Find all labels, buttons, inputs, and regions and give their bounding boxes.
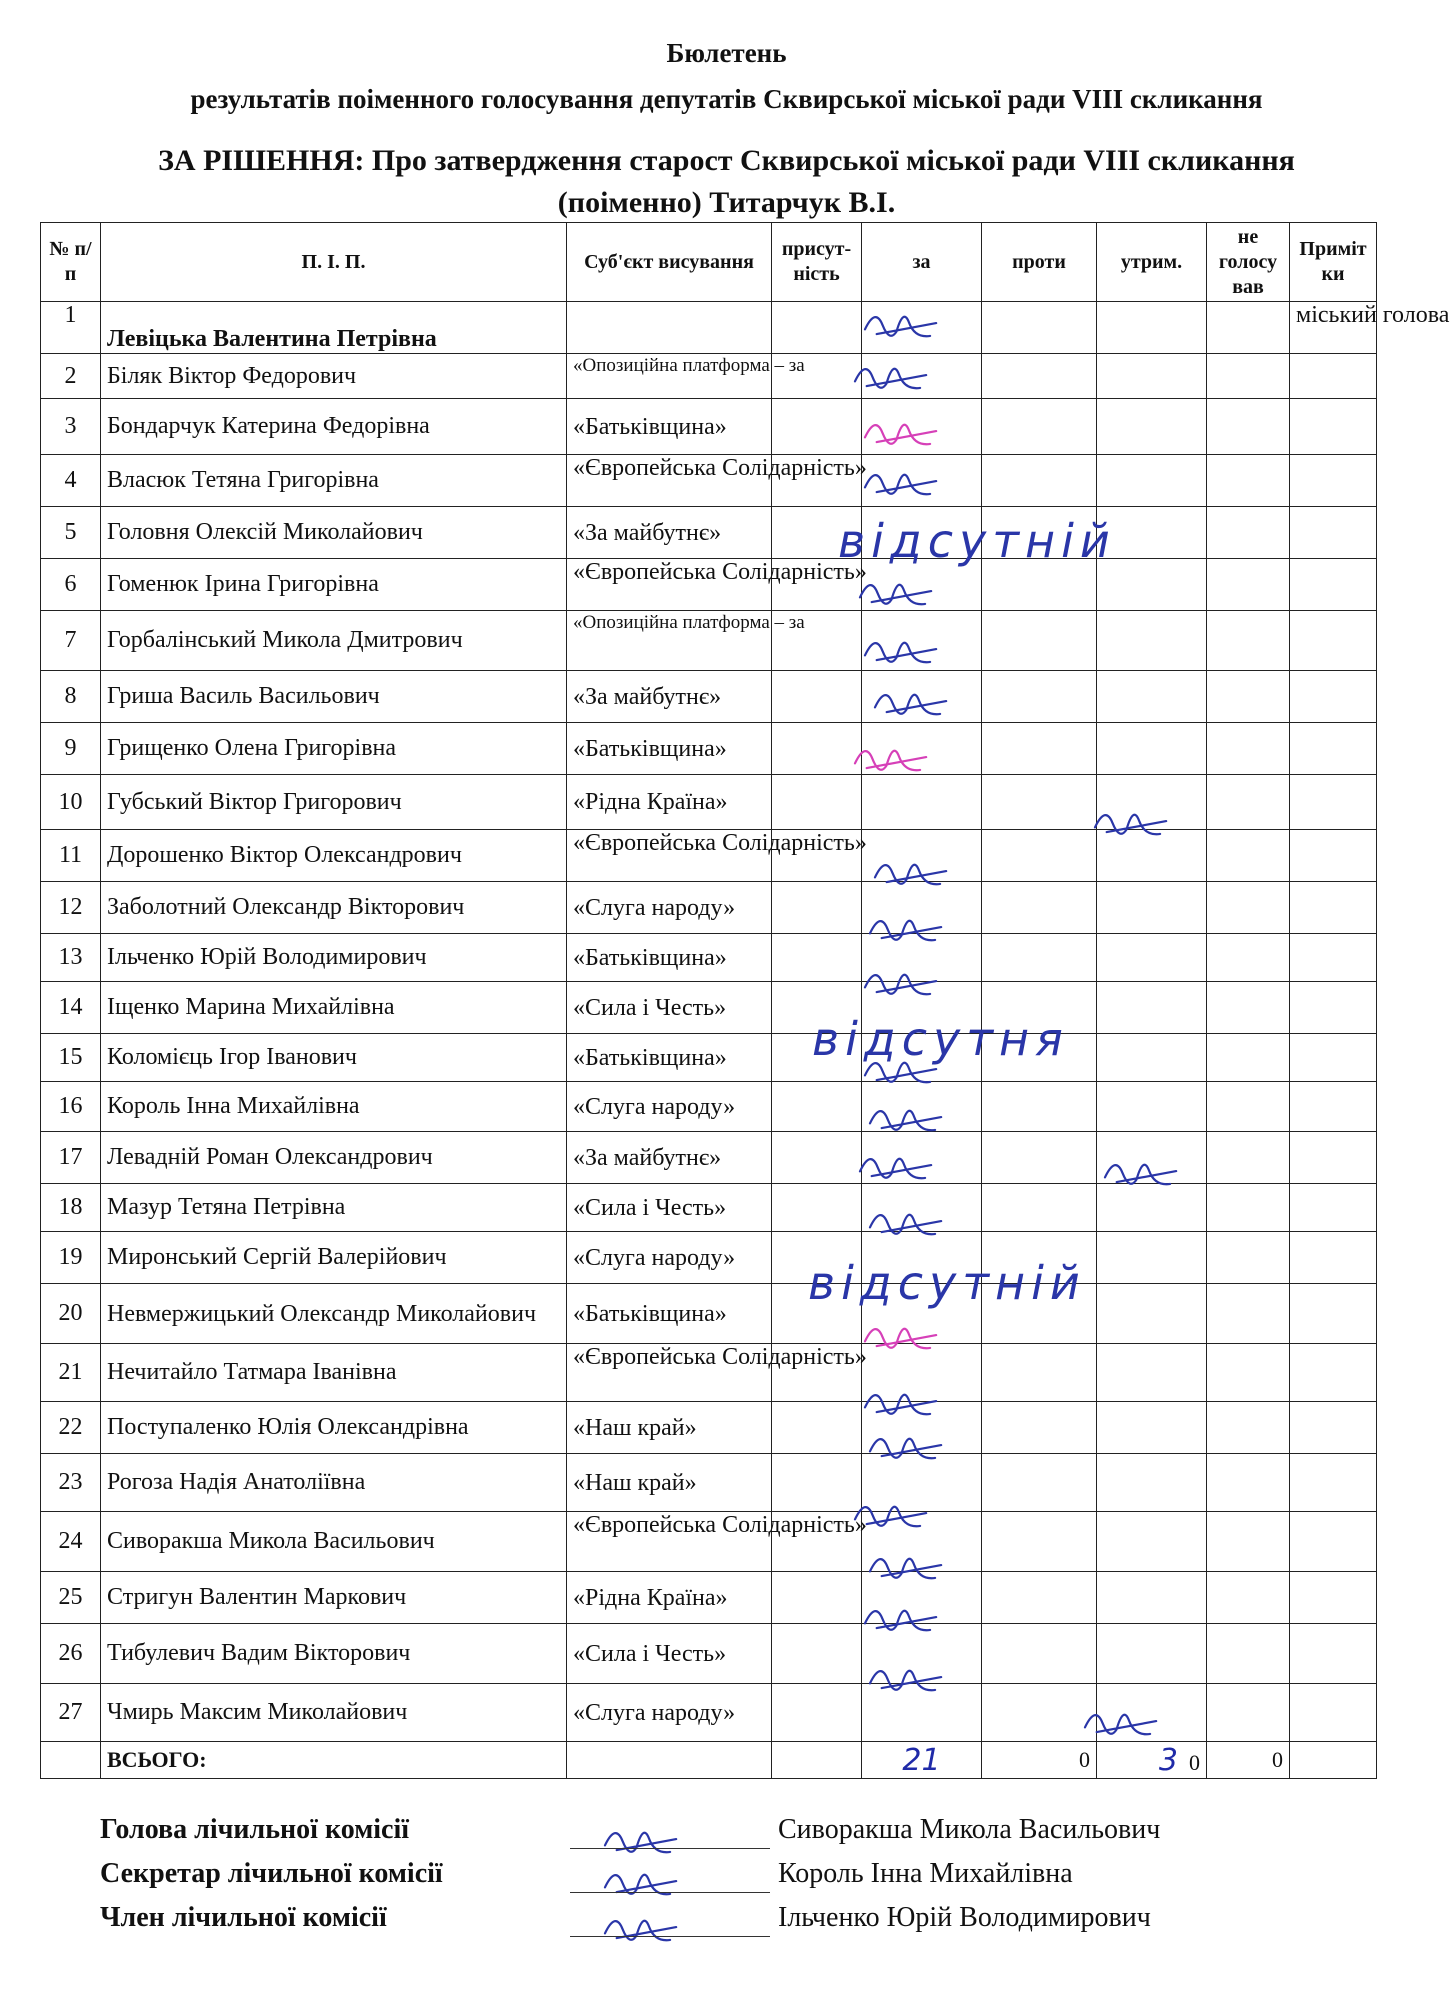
vote-abstain-cell xyxy=(1097,1184,1207,1232)
notes-cell xyxy=(1290,1454,1377,1512)
table-row xyxy=(41,830,1377,882)
notes-cell xyxy=(1290,882,1377,934)
vote-abstain-cell xyxy=(1097,1402,1207,1454)
vote-against-cell xyxy=(982,1512,1097,1572)
vote-abstain-cell xyxy=(1097,982,1207,1034)
table-row xyxy=(41,982,1377,1034)
nominating-party: «Слуга народу» xyxy=(567,882,772,934)
row-number: 7 xyxy=(41,611,101,671)
notes-cell xyxy=(1290,1132,1377,1184)
vote-abstain-cell xyxy=(1097,455,1207,507)
notes-cell xyxy=(1290,1184,1377,1232)
nominating-party: «Наш край» xyxy=(567,1454,772,1512)
notes-cell xyxy=(1290,611,1377,671)
notes-cell xyxy=(1290,455,1377,507)
notes-cell xyxy=(1290,1512,1377,1572)
deputy-name: Невмержицький Олександр Миколайович xyxy=(101,1284,567,1344)
nominating-party: «Батьківщина» xyxy=(567,1284,772,1344)
deputy-name: Левадній Роман Олександрович xyxy=(101,1132,567,1184)
vote-abstain-cell xyxy=(1097,1132,1207,1184)
nominating-party: «Європейська Солідарність» xyxy=(567,1344,772,1402)
total-not-voted: 0 xyxy=(1207,1742,1290,1779)
not-voted-cell xyxy=(1207,559,1290,611)
vote-for-cell xyxy=(862,1344,982,1402)
not-voted-cell xyxy=(1207,1344,1290,1402)
vote-abstain-cell xyxy=(1097,882,1207,934)
decision-title-line2: (поіменно) Титарчук В.І. xyxy=(557,186,896,219)
table-row xyxy=(41,775,1377,830)
vote-for-cell xyxy=(862,1572,982,1624)
not-voted-cell xyxy=(1207,1284,1290,1344)
table-row xyxy=(41,1572,1377,1624)
signature-line-member xyxy=(570,1936,770,1937)
deputy-name: Іщенко Марина Михайлівна xyxy=(101,982,567,1034)
present-cell xyxy=(772,1082,862,1132)
nominating-party: «Батьківщина» xyxy=(567,1034,772,1082)
notes-cell xyxy=(1290,559,1377,611)
nominating-party: «Рідна Країна» xyxy=(567,775,772,830)
handwritten-absent-row5: відсутній xyxy=(838,514,1116,568)
vote-for-cell xyxy=(862,830,982,882)
table-row xyxy=(41,507,1377,559)
nominating-party: «Наш край» xyxy=(567,1402,772,1454)
notes-cell: міський голова xyxy=(1290,302,1377,354)
row-number: 9 xyxy=(41,723,101,775)
col-header-present: присут-ність xyxy=(772,223,862,302)
notes-cell xyxy=(1290,1082,1377,1132)
nominating-party: «За майбутнє» xyxy=(567,671,772,723)
handwritten-absent-row14: відсутня xyxy=(812,1012,1069,1066)
row-number: 14 xyxy=(41,982,101,1034)
col-header-subject: Суб'єкт висування xyxy=(567,223,772,302)
deputy-name: Дорошенко Віктор Олександрович xyxy=(101,830,567,882)
vote-abstain-cell xyxy=(1097,1284,1207,1344)
not-voted-cell xyxy=(1207,830,1290,882)
not-voted-cell xyxy=(1207,934,1290,982)
deputy-name: Левіцька Валентина Петрівна xyxy=(101,302,567,354)
table-row xyxy=(41,1284,1377,1344)
total-for: 21 xyxy=(862,1742,982,1779)
nominating-party: «Сила і Честь» xyxy=(567,1184,772,1232)
nominating-party: «Опозиційна платформа – за xyxy=(567,611,772,671)
not-voted-cell xyxy=(1207,1572,1290,1624)
commission-name-member: Ільченко Юрій Володимирович xyxy=(778,1902,1151,1933)
present-cell xyxy=(772,882,862,934)
col-header-name: П. І. П. xyxy=(101,223,567,302)
vote-against-cell xyxy=(982,1184,1097,1232)
vote-abstain-cell xyxy=(1097,830,1207,882)
table-row xyxy=(41,723,1377,775)
row-number: 15 xyxy=(41,1034,101,1082)
not-voted-cell xyxy=(1207,882,1290,934)
vote-abstain-cell xyxy=(1097,775,1207,830)
deputy-name: Гоменюк Ірина Григорівна xyxy=(101,559,567,611)
row-number: 13 xyxy=(41,934,101,982)
nominating-party: «За майбутнє» xyxy=(567,1132,772,1184)
vote-for-cell xyxy=(862,934,982,982)
not-voted-cell xyxy=(1207,1512,1290,1572)
notes-cell xyxy=(1290,1624,1377,1684)
notes-cell xyxy=(1290,507,1377,559)
notes-cell xyxy=(1290,775,1377,830)
notes-cell xyxy=(1290,1572,1377,1624)
vote-against-cell xyxy=(982,1572,1097,1624)
deputy-name: Біляк Віктор Федорович xyxy=(101,354,567,399)
present-cell xyxy=(772,1572,862,1624)
present-cell xyxy=(772,1402,862,1454)
notes-cell xyxy=(1290,1034,1377,1082)
deputy-name: Тибулевич Вадим Вікторович xyxy=(101,1624,567,1684)
row-number: 4 xyxy=(41,455,101,507)
not-voted-cell xyxy=(1207,982,1290,1034)
deputy-name: Стригун Валентин Маркович xyxy=(101,1572,567,1624)
nominating-party: «Рідна Країна» xyxy=(567,1572,772,1624)
vote-for-cell xyxy=(862,1402,982,1454)
vote-abstain-cell xyxy=(1097,671,1207,723)
nominating-party: «Європейська Солідарність» xyxy=(567,1512,772,1572)
row-number: 22 xyxy=(41,1402,101,1454)
vote-for-cell xyxy=(862,455,982,507)
row-number: 27 xyxy=(41,1684,101,1742)
deputy-name: Губський Віктор Григорович xyxy=(101,775,567,830)
nominating-party: «Слуга народу» xyxy=(567,1684,772,1742)
deputy-name: Бондарчук Катерина Федорівна xyxy=(101,399,567,455)
vote-for-cell xyxy=(862,723,982,775)
nominating-party: «Сила і Честь» xyxy=(567,982,772,1034)
col-header-abstain: утрим. xyxy=(1097,223,1207,302)
not-voted-cell xyxy=(1207,1684,1290,1742)
notes-cell xyxy=(1290,830,1377,882)
notes-cell xyxy=(1290,1232,1377,1284)
deputy-name: Рогоза Надія Анатоліївна xyxy=(101,1454,567,1512)
not-voted-cell xyxy=(1207,399,1290,455)
vote-against-cell xyxy=(982,775,1097,830)
table-row xyxy=(41,1512,1377,1572)
deputy-name: Нечитайло Татмара Іванівна xyxy=(101,1344,567,1402)
vote-for-cell xyxy=(862,354,982,399)
totals-notes-cell xyxy=(1290,1742,1377,1779)
row-number: 5 xyxy=(41,507,101,559)
total-abstain-handwritten: 3 xyxy=(1158,1742,1178,1778)
vote-for-cell xyxy=(862,775,982,830)
total-against: 0 xyxy=(982,1742,1097,1779)
deputy-name: Поступаленко Юлія Олександрівна xyxy=(101,1402,567,1454)
not-voted-cell xyxy=(1207,1454,1290,1512)
col-header-not-voted: не голосу вав xyxy=(1207,223,1290,302)
vote-against-cell xyxy=(982,723,1097,775)
present-cell xyxy=(772,399,862,455)
nominating-party: «Слуга народу» xyxy=(567,1232,772,1284)
not-voted-cell xyxy=(1207,1402,1290,1454)
vote-for-cell xyxy=(862,399,982,455)
signature-line-head xyxy=(570,1848,770,1849)
not-voted-cell xyxy=(1207,723,1290,775)
vote-for-cell xyxy=(862,1132,982,1184)
vote-against-cell xyxy=(982,830,1097,882)
vote-abstain-cell xyxy=(1097,934,1207,982)
signature-scribble-icon xyxy=(605,1921,676,1940)
vote-for-cell xyxy=(862,1684,982,1742)
table-header-row xyxy=(41,223,1377,302)
nominating-party: «Батьківщина» xyxy=(567,399,772,455)
not-voted-cell xyxy=(1207,302,1290,354)
present-cell xyxy=(772,934,862,982)
present-cell xyxy=(772,302,862,354)
handwritten-absent-row19: відсутній xyxy=(808,1256,1086,1310)
vote-abstain-cell xyxy=(1097,611,1207,671)
vote-against-cell xyxy=(982,399,1097,455)
col-header-num: № п/п xyxy=(41,223,101,302)
notes-cell xyxy=(1290,1344,1377,1402)
not-voted-cell xyxy=(1207,1082,1290,1132)
not-voted-cell xyxy=(1207,1132,1290,1184)
vote-against-cell xyxy=(982,1132,1097,1184)
table-row xyxy=(41,934,1377,982)
not-voted-cell xyxy=(1207,1034,1290,1082)
row-number: 23 xyxy=(41,1454,101,1512)
notes-cell xyxy=(1290,1402,1377,1454)
nominating-party xyxy=(567,302,772,354)
vote-abstain-cell xyxy=(1097,302,1207,354)
deputy-name: Грищенко Олена Григорівна xyxy=(101,723,567,775)
nominating-party: «Батьківщина» xyxy=(567,723,772,775)
vote-abstain-cell xyxy=(1097,723,1207,775)
not-voted-cell xyxy=(1207,1232,1290,1284)
vote-against-cell xyxy=(982,1402,1097,1454)
signature-line-secretary xyxy=(570,1892,770,1893)
vote-against-cell xyxy=(982,455,1097,507)
row-number: 25 xyxy=(41,1572,101,1624)
vote-against-cell xyxy=(982,882,1097,934)
deputy-name: Гриша Василь Васильович xyxy=(101,671,567,723)
table-row xyxy=(41,1684,1377,1742)
table-row xyxy=(41,1402,1377,1454)
row-number: 26 xyxy=(41,1624,101,1684)
document-title: Бюлетень xyxy=(666,38,787,68)
vote-against-cell xyxy=(982,1454,1097,1512)
vote-for-cell xyxy=(862,611,982,671)
vote-for-cell xyxy=(862,1454,982,1512)
present-cell xyxy=(772,723,862,775)
table-row xyxy=(41,455,1377,507)
deputy-name: Миронський Сергій Валерійович xyxy=(101,1232,567,1284)
vote-abstain-cell xyxy=(1097,1034,1207,1082)
commission-name-head: Сиворакша Микола Васильович xyxy=(778,1814,1161,1845)
not-voted-cell xyxy=(1207,1184,1290,1232)
present-cell xyxy=(772,1184,862,1232)
total-abstain-printed: 0 xyxy=(1189,1749,1200,1775)
total-abstain-cell xyxy=(1097,1742,1207,1779)
vote-abstain-cell xyxy=(1097,1082,1207,1132)
nominating-party: «Європейська Солідарність» xyxy=(567,830,772,882)
vote-against-cell xyxy=(982,1082,1097,1132)
vote-for-cell xyxy=(862,1184,982,1232)
vote-against-cell xyxy=(982,354,1097,399)
vote-abstain-cell xyxy=(1097,1232,1207,1284)
row-number: 16 xyxy=(41,1082,101,1132)
nominating-party: «Опозиційна платформа – за xyxy=(567,354,772,399)
vote-abstain-cell xyxy=(1097,1454,1207,1512)
vote-against-cell xyxy=(982,611,1097,671)
totals-present-cell xyxy=(772,1742,862,1779)
vote-abstain-cell xyxy=(1097,1512,1207,1572)
totals-subject-cell xyxy=(567,1742,772,1779)
vote-abstain-cell xyxy=(1097,1572,1207,1624)
vote-against-cell xyxy=(982,1344,1097,1402)
row-number: 2 xyxy=(41,354,101,399)
nominating-party: «Батьківщина» xyxy=(567,934,772,982)
present-cell xyxy=(772,1684,862,1742)
row-number: 21 xyxy=(41,1344,101,1402)
deputy-name: Власюк Тетяна Григорівна xyxy=(101,455,567,507)
commission-name-secretary: Король Інна Михайлівна xyxy=(778,1858,1073,1889)
nominating-party: «Слуга народу» xyxy=(567,1082,772,1132)
row-number: 24 xyxy=(41,1512,101,1572)
row-number: 11 xyxy=(41,830,101,882)
table-row xyxy=(41,671,1377,723)
vote-against-cell xyxy=(982,1624,1097,1684)
table-row xyxy=(41,1184,1377,1232)
commission-role-member: Член лічильної комісії xyxy=(100,1902,387,1933)
deputy-name: Король Інна Михайлівна xyxy=(101,1082,567,1132)
vote-abstain-cell xyxy=(1097,354,1207,399)
deputy-name: Горбалінський Микола Дмитрович xyxy=(101,611,567,671)
row-number: 18 xyxy=(41,1184,101,1232)
table-row xyxy=(41,559,1377,611)
deputy-name: Ільченко Юрій Володимирович xyxy=(101,934,567,982)
present-cell xyxy=(772,1132,862,1184)
table-row xyxy=(41,882,1377,934)
totals-label: ВСЬОГО: xyxy=(101,1742,567,1779)
table-body xyxy=(41,302,1450,1779)
deputy-name: Сиворакша Микола Васильович xyxy=(101,1512,567,1572)
not-voted-cell xyxy=(1207,455,1290,507)
present-cell xyxy=(772,775,862,830)
deputy-name: Коломієць Ігор Іванович xyxy=(101,1034,567,1082)
nominating-party: «Європейська Солідарність» xyxy=(567,559,772,611)
vote-for-cell xyxy=(862,1624,982,1684)
vote-against-cell xyxy=(982,934,1097,982)
vote-for-cell xyxy=(862,882,982,934)
row-number: 17 xyxy=(41,1132,101,1184)
row-number: 20 xyxy=(41,1284,101,1344)
table-row xyxy=(41,302,1377,354)
vote-abstain-cell xyxy=(1097,399,1207,455)
table-row xyxy=(41,354,1377,399)
vote-against-cell xyxy=(982,1684,1097,1742)
notes-cell xyxy=(1290,1684,1377,1742)
row-number: 3 xyxy=(41,399,101,455)
notes-cell xyxy=(1290,982,1377,1034)
not-voted-cell xyxy=(1207,775,1290,830)
vote-against-cell xyxy=(982,671,1097,723)
not-voted-cell xyxy=(1207,354,1290,399)
table-row xyxy=(41,611,1377,671)
notes-cell xyxy=(1290,934,1377,982)
vote-for-cell xyxy=(862,302,982,354)
table-row xyxy=(41,399,1377,455)
notes-cell xyxy=(1290,671,1377,723)
nominating-party: «Сила і Честь» xyxy=(567,1624,772,1684)
not-voted-cell xyxy=(1207,611,1290,671)
row-number: 6 xyxy=(41,559,101,611)
voting-table xyxy=(40,222,1450,1779)
vote-for-cell xyxy=(862,671,982,723)
notes-cell xyxy=(1290,1284,1377,1344)
row-number: 19 xyxy=(41,1232,101,1284)
deputy-name: Чмирь Максим Миколайович xyxy=(101,1684,567,1742)
col-header-against: проти xyxy=(982,223,1097,302)
vote-abstain-cell xyxy=(1097,1344,1207,1402)
document-subtitle: результатів поіменного голосування депутатів Сквирської міської ради VIII скликання xyxy=(190,84,1263,114)
vote-for-cell xyxy=(862,1082,982,1132)
vote-abstain-cell xyxy=(1097,1624,1207,1684)
present-cell xyxy=(772,1454,862,1512)
vote-abstain-cell xyxy=(1097,1684,1207,1742)
col-header-for: за xyxy=(862,223,982,302)
not-voted-cell xyxy=(1207,671,1290,723)
table-row xyxy=(41,1082,1377,1132)
totals-num-cell xyxy=(41,1742,101,1779)
deputy-name: Головня Олексій Миколайович xyxy=(101,507,567,559)
table-row xyxy=(41,1624,1377,1684)
deputy-name: Заболотний Олександр Вікторович xyxy=(101,882,567,934)
row-number: 10 xyxy=(41,775,101,830)
table-row xyxy=(41,1344,1377,1402)
table-row xyxy=(41,1034,1377,1082)
col-header-notes: Приміт ки xyxy=(1290,223,1377,302)
not-voted-cell xyxy=(1207,1624,1290,1684)
nominating-party: «Європейська Солідарність» xyxy=(567,455,772,507)
commission-role-secretary: Секретар лічильної комісії xyxy=(100,1858,443,1889)
not-voted-cell xyxy=(1207,507,1290,559)
notes-cell xyxy=(1290,399,1377,455)
table-row xyxy=(41,1132,1377,1184)
row-number: 1 xyxy=(41,302,101,354)
notes-cell xyxy=(1290,723,1377,775)
notes-cell xyxy=(1290,354,1377,399)
table-row xyxy=(41,1232,1377,1284)
vote-for-cell xyxy=(862,1512,982,1572)
nominating-party: «За майбутнє» xyxy=(567,507,772,559)
totals-row xyxy=(41,1742,1377,1779)
deputy-name: Мазур Тетяна Петрівна xyxy=(101,1184,567,1232)
row-number: 12 xyxy=(41,882,101,934)
table-row xyxy=(41,1454,1377,1512)
commission-role-head: Голова лічильної комісії xyxy=(100,1814,410,1845)
vote-against-cell xyxy=(982,302,1097,354)
signature-scribble-icon xyxy=(605,1833,676,1852)
present-cell xyxy=(772,671,862,723)
present-cell xyxy=(772,1624,862,1684)
row-number: 8 xyxy=(41,671,101,723)
decision-title-line1: ЗА РІШЕННЯ: Про затвердження старост Сквирської міської ради VIII скликання xyxy=(158,144,1295,177)
